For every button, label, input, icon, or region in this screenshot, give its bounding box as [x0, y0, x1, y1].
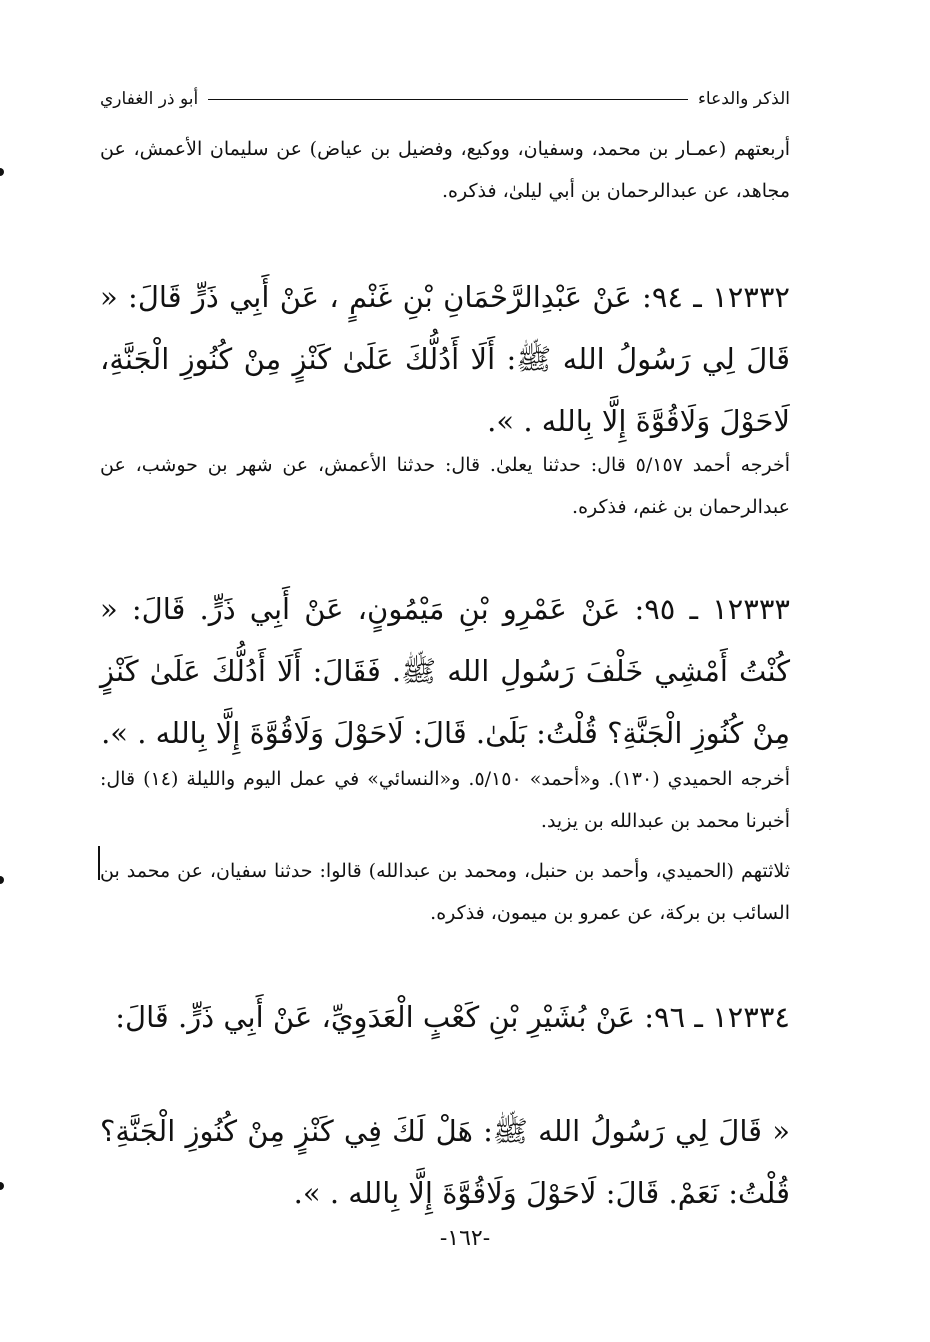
source-note-3: أخرجه الحميدي (١٣٠). و«أحمد» ٥/١٥٠. و«النسائي» في عمل اليوم والليلة (١٤) قال: أخبرنا محمد بن عبدالله بن يزيد. — [100, 768, 791, 832]
source-note-1: أربعتهم (عمـار بن محمد، وسفيان، ووكيع، وفضيل بن عياض) عن سليمان الأعمش، عن مجاهد، عن عبدالرحمان بن أبي ليلىٰ، فذكره. — [100, 138, 790, 202]
margin-bar — [98, 846, 100, 880]
hadith-96-text: « قَالَ لِي رَسُولُ الله ﷺ: هَلْ لَكَ فِي كَنْزٍ مِنْ كُنُوزِ الْجَنَّةِ؟ قُلْتُ: نَعَمْ. قَالَ: لَاحَوْلَ وَلَاقُوَّةَ إِلَّا بِالله . ». — [100, 1114, 790, 1210]
hadith-96-heading: ١٢٣٣٤ ـ ٩٦: عَنْ بُشَيْرِ بْنِ كَعْبٍ الْعَدَوِيِّ، عَنْ أَبِي ذَرٍّ. قَالَ: — [115, 1000, 790, 1034]
page-number: -١٦٢- — [439, 1226, 491, 1251]
hadith-94: ١٢٣٣٢ ـ ٩٤: عَنْ عَبْدِالرَّحْمَانِ بْنِ غَنْمٍ ، عَنْ أَبِي ذَرٍّ قَالَ: « قَالَ لِي رَسُولُ الله ﷺ: أَلَا أَدُلُّكَ عَلَىٰ كَنْزٍ مِنْ كُنُوزِ الْجَنَّةِ، لَاحَوْلَ وَلَاقُوَّةَ إِلَّا بِالله . ». — [100, 280, 791, 438]
source-note-4: ثلاثتهم (الحميدي، وأحمد بن حنبل، ومحمد بن عبدالله) قالوا: حدثنا سفيان، عن محمد بن السائب بن بركة، عن عمرو بن ميمون، فذكره. — [100, 860, 790, 924]
header-chapter-title: الذكر والدعاء — [697, 89, 790, 109]
source-note-2: أخرجه أحمد ٥/١٥٧ قال: حدثنا يعلىٰ. قال: حدثنا الأعمش، عن شهر بن حوشب، عن عبدالرحمان بن غنم، فذكره. — [100, 454, 791, 518]
header-rule — [208, 99, 688, 100]
running-header — [100, 84, 790, 114]
header-section-title: أبو ذر الغفاري — [100, 89, 199, 109]
hadith-95: ١٢٣٣٣ ـ ٩٥: عَنْ عَمْرِو بْنِ مَيْمُونٍ، عَنْ أَبِي ذَرٍّ. قَالَ: « كُنْتُ أَمْشِي خَلْفَ رَسُولِ الله ﷺ. فَقَالَ: أَلَا أَدُلُّكَ عَلَىٰ كَنْزٍ مِنْ كُنُوزِ الْجَنَّةِ؟ قُلْتُ: بَلَىٰ. قَالَ: لَاحَوْلَ وَلَاقُوَّةَ إِلَّا بِالله . ». — [100, 592, 790, 750]
